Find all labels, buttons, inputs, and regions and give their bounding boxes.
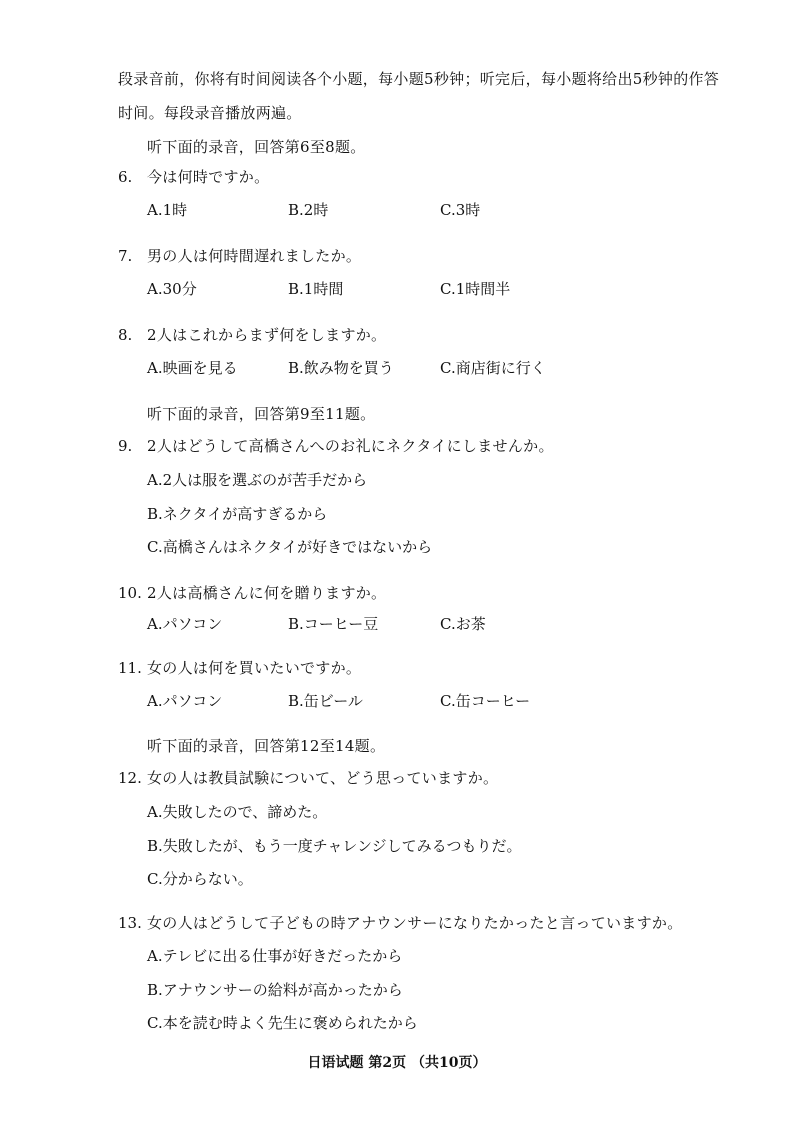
option-b: B.失敗したが、もう一度チャレンジしてみるつもりだ。 bbox=[147, 837, 522, 855]
option-a: A.パソコン bbox=[147, 615, 223, 633]
option-b: B.アナウンサーの給料が高かったから bbox=[147, 981, 403, 999]
option-a: A.1時 bbox=[147, 201, 188, 219]
question-number: 7. bbox=[118, 247, 133, 265]
question-text: 2人はどうして高橋さんへのお礼にネクタイにしませんか。 bbox=[147, 437, 554, 455]
question-number: 12. bbox=[118, 769, 142, 787]
option-c: C.商店街に行く bbox=[440, 359, 546, 377]
question-number: 6. bbox=[118, 168, 133, 186]
option-b: B.2時 bbox=[288, 201, 329, 219]
question-text: 女の人は何を買いたいですか。 bbox=[147, 659, 362, 677]
question-text: 女の人は教員試験について、どう思っていますか。 bbox=[147, 769, 499, 787]
intro-line-2: 时间。每段录音播放两遍。 bbox=[118, 104, 302, 122]
option-a: A.パソコン bbox=[147, 692, 223, 710]
option-c: C.分からない。 bbox=[147, 870, 253, 888]
option-c: C.3時 bbox=[440, 201, 481, 219]
section-instruction: 听下面的录音，回答第6至8题。 bbox=[147, 138, 366, 156]
question-text: 2人はこれからまず何をしますか。 bbox=[147, 326, 387, 344]
option-a: A.テレビに出る仕事が好きだったから bbox=[147, 947, 403, 965]
question-number: 8. bbox=[118, 326, 133, 344]
question-number: 13. bbox=[118, 914, 142, 932]
option-b: B.飲み物を買う bbox=[288, 359, 394, 377]
question-text: 2人は高橋さんに何を贈りますか。 bbox=[147, 584, 387, 602]
option-c: C.本を読む時よく先生に褒められたから bbox=[147, 1014, 418, 1032]
option-b: B.ネクタイが高すぎるから bbox=[147, 505, 328, 523]
option-a: A.2人は服を選ぶのが苦手だから bbox=[147, 471, 368, 489]
option-b: B.缶ビール bbox=[288, 692, 363, 710]
option-c: C.お茶 bbox=[440, 615, 486, 633]
intro-line-1: 段录音前，你将有时间阅读各个小题，每小题5秒钟；听完后，每小题将给出5秒钟的作答 bbox=[118, 70, 720, 88]
question-text: 今は何時ですか。 bbox=[147, 168, 270, 186]
option-a: A.失敗したので、諦めた。 bbox=[147, 803, 328, 821]
section-instruction: 听下面的录音，回答第12至14题。 bbox=[147, 737, 386, 755]
question-number: 11. bbox=[118, 659, 142, 677]
option-c: C.高橋さんはネクタイが好きではないから bbox=[147, 538, 433, 556]
question-number: 9. bbox=[118, 437, 133, 455]
question-text: 女の人はどうして子どもの時アナウンサーになりたかったと言っていますか。 bbox=[147, 914, 683, 932]
option-a: A.30分 bbox=[147, 280, 197, 298]
page-footer: 日语试题 第2页 （共10页） bbox=[307, 1055, 487, 1071]
option-b: B.1時間 bbox=[288, 280, 344, 298]
option-c: C.缶コーヒー bbox=[440, 692, 531, 710]
option-c: C.1時間半 bbox=[440, 280, 511, 298]
section-instruction: 听下面的录音，回答第9至11题。 bbox=[147, 405, 376, 423]
option-a: A.映画を見る bbox=[147, 359, 238, 377]
option-b: B.コーヒー豆 bbox=[288, 615, 379, 633]
question-number: 10. bbox=[118, 584, 142, 602]
question-text: 男の人は何時間遅れましたか。 bbox=[147, 247, 362, 265]
